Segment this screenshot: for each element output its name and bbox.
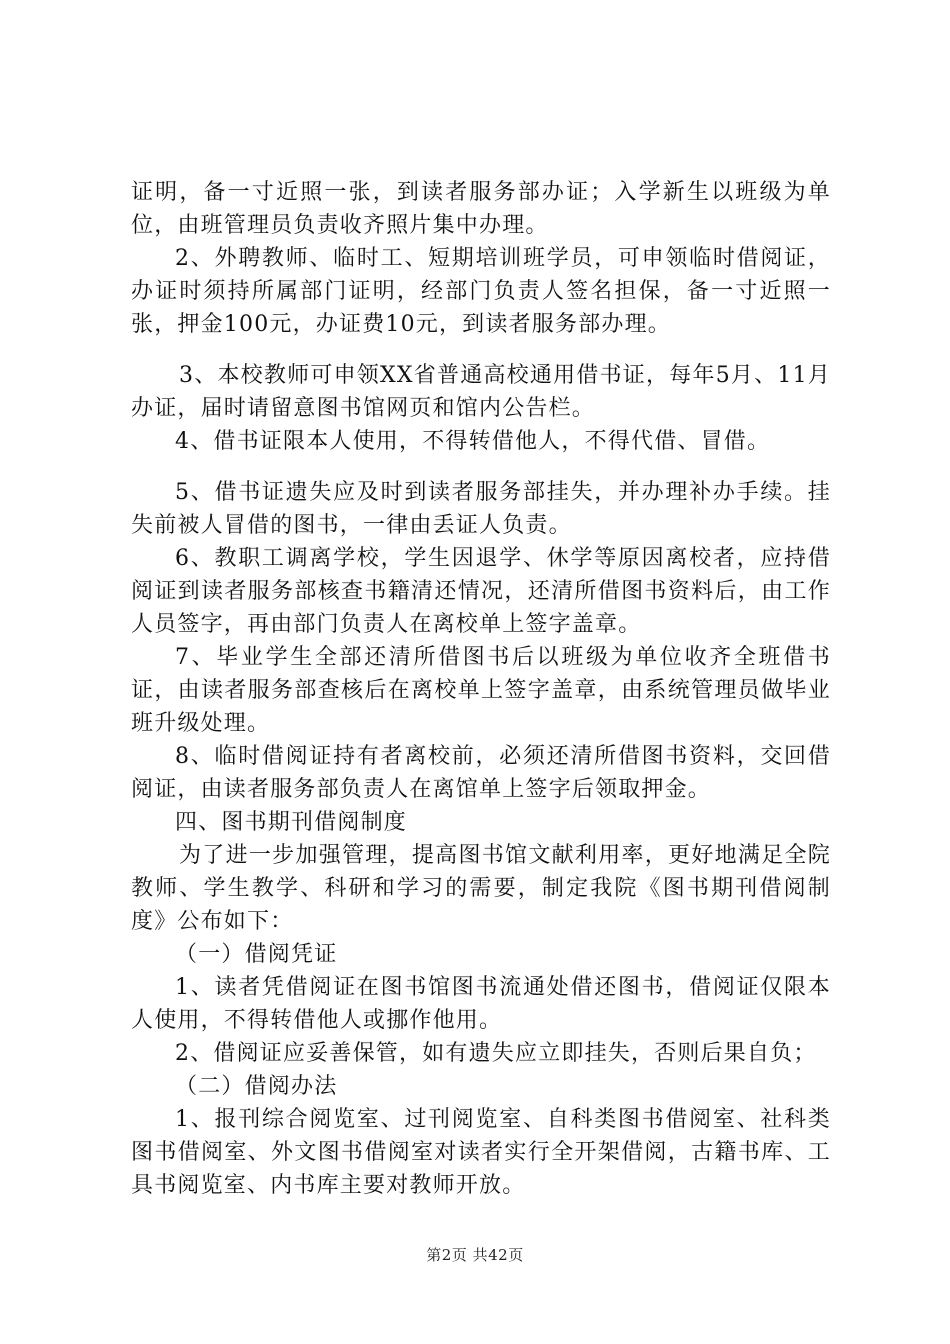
paragraph-item-2: 2、外聘教师、临时工、短期培训班学员，可申领临时借阅证，办证时须持所属部门证明，经部门负责人签名担保，备一寸近照一张，押金100元，办证费10元，到读者服务部办理。	[131, 246, 831, 337]
subsection-heading-2: （二）借阅办法	[175, 1074, 338, 1099]
document-body	[131, 176, 831, 1202]
paragraph-sub2-item-1: 1、报刊综合阅览室、过刊阅览室、自科类图书借阅室、社科类图书借阅室、外文图书借阅室对读者实行全开架借阅，古籍书库、工具书阅览室、内书库主要对教师开放。	[131, 1107, 831, 1198]
paragraph-continuation: 证明，备一寸近照一张，到读者服务部办证；入学新生以班级为单位，由班管理员负责收齐照片集中办理。	[131, 180, 831, 238]
paragraph-intro: 为了进一步加强管理，提高图书馆文献利用率，更好地满足全院教师、学生教学、科研和学习的需要，制定我院《图书期刊借阅制度》公布如下：	[131, 843, 831, 934]
page-number-footer: 第2页 共42页	[426, 1246, 524, 1264]
section-heading: 四、图书期刊借阅制度	[175, 810, 408, 835]
paragraph-item-7: 7、毕业学生全部还清所借图书后以班级为单位收齐全班借书证，由读者服务部查核后在离校单上签字盖章，由系统管理员做毕业班升级处理。	[131, 645, 831, 736]
paragraph-item-4: 4、借书证限本人使用，不得转借他人，不得代借、冒借。	[175, 429, 771, 454]
paragraph-item-6: 6、教职工调离学校，学生因退学、休学等原因离校者，应持借阅证到读者服务部核查书籍清还情况，还清所借图书资料后，由工作人员签字，再由部门负责人在离校单上签字盖章。	[131, 546, 831, 637]
paragraph-item-8: 8、临时借阅证持有者离校前，必须还清所借图书资料，交回借阅证，由读者服务部负责人在离馆单上签字后领取押金。	[131, 744, 831, 802]
paragraph-sub1-item-2: 2、借阅证应妥善保管，如有遗失应立即挂失，否则后果自负；	[175, 1041, 817, 1066]
paragraph-item-5: 5、借书证遗失应及时到读者服务部挂失，并办理补办手续。挂失前被人冒借的图书，一律由丢证人负责。	[131, 480, 831, 538]
paragraph-item-3: 3、本校教师可申领XX省普通高校通用借书证，每年5月、11月办证，届时请留意图书馆网页和馆内公告栏。	[131, 363, 831, 421]
paragraph-sub1-item-1: 1、读者凭借阅证在图书馆图书流通处借还图书，借阅证仅限本人使用，不得转借他人或挪作他用。	[131, 975, 831, 1033]
subsection-heading-1: （一）借阅凭证	[175, 942, 338, 967]
